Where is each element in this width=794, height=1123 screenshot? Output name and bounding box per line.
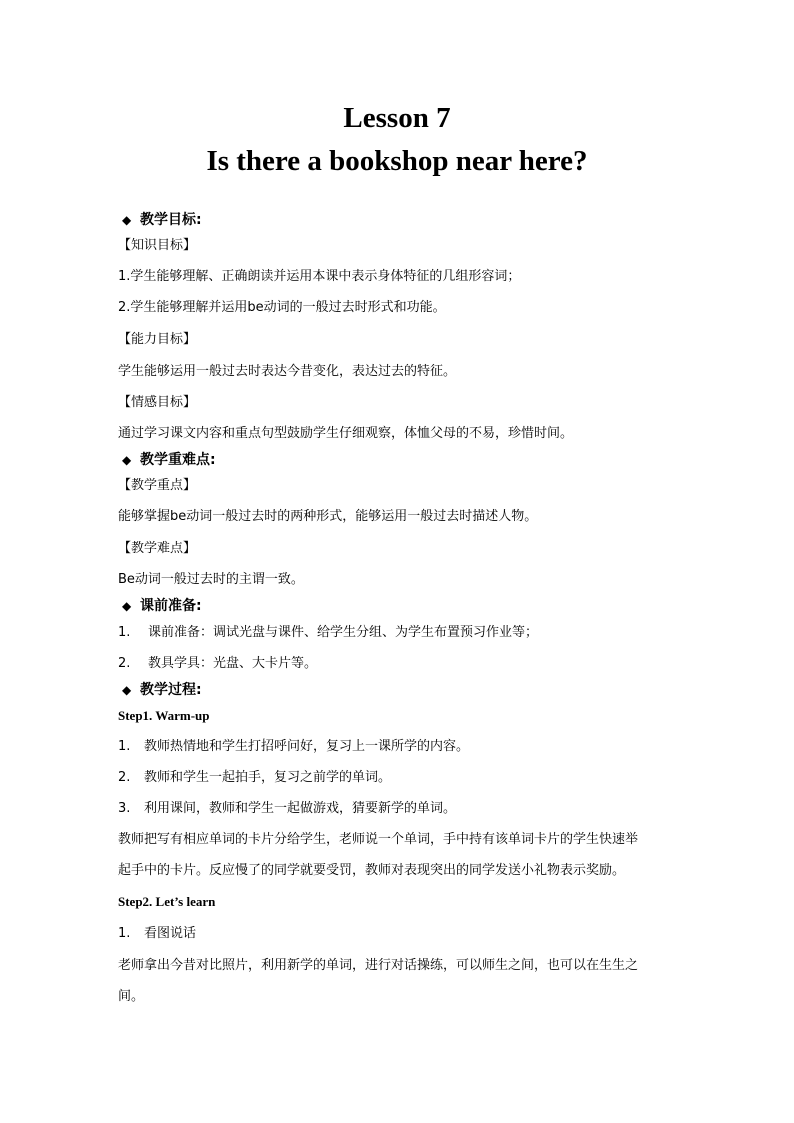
diamond-icon: ◆	[122, 453, 132, 467]
emotion-text: 通过学习课文内容和重点句型鼓励学生仔细观察，体恤父母的不易，珍惜时间。	[118, 426, 574, 441]
difficult-label: 【教学难点】	[118, 541, 197, 556]
paragraph-line: 教师把写有相应单词的卡片分给学生，老师说一个单词，手中持有该单词卡片的学生快速举	[118, 832, 639, 847]
list-item: 2. 教师和学生一起拍手，复习之前学的单词。	[118, 770, 392, 785]
difficult-text: Be动词一般过去时的主谓一致。	[118, 572, 304, 587]
paragraph-line: 间。	[118, 989, 145, 1004]
key-text: 能够掌握be动词一般过去时的两种形式，能够运用一般过去时描述人物。	[118, 509, 538, 524]
step1-title: Step1. Warm-up	[118, 708, 210, 723]
list-item: 1. 看图说话	[118, 926, 197, 941]
list-item: 1. 教师热情地和学生打招呼问好，复习上一课所学的内容。	[118, 739, 470, 754]
section-heading-key-points: ◆ 教学重难点:	[122, 452, 216, 468]
lesson-title: Lesson 7	[343, 102, 451, 134]
list-item: 3. 利用课间，教师和学生一起做游戏，猜要新学的单词。	[118, 801, 457, 816]
ability-text: 学生能够运用一般过去时表达今昔变化，表达过去的特征。	[118, 364, 457, 379]
knowledge-item: 1.学生能够理解、正确朗读并运用本课中表示身体特征的几组形容词；	[118, 269, 521, 284]
section-heading-preparation: ◆ 课前准备:	[122, 598, 202, 614]
diamond-icon: ◆	[122, 683, 132, 697]
list-item: 1. 课前准备：调试光盘与课件、给学生分组、为学生布置预习作业等；	[118, 625, 539, 640]
ability-label: 【能力目标】	[118, 332, 197, 347]
paragraph-line: 起手中的卡片。反应慢了的同学就要受罚，教师对表现突出的同学发送小礼物表示奖励。	[118, 863, 626, 878]
knowledge-label: 【知识目标】	[118, 238, 197, 253]
diamond-icon: ◆	[122, 599, 132, 613]
lesson-subtitle: Is there a bookshop near here?	[206, 145, 588, 177]
emotion-label: 【情感目标】	[118, 395, 197, 410]
diamond-icon: ◆	[122, 213, 132, 227]
key-label: 【教学重点】	[118, 478, 197, 493]
knowledge-item: 2.学生能够理解并运用be动词的一般过去时形式和功能。	[118, 300, 446, 315]
step2-title: Step2. Let’s learn	[118, 894, 216, 909]
paragraph-line: 老师拿出今昔对比照片，利用新学的单词，进行对话操练，可以师生之间，也可以在生生之	[118, 958, 639, 973]
section-heading-objectives: ◆ 教学目标:	[122, 212, 202, 228]
list-item: 2. 教具学具：光盘、大卡片等。	[118, 656, 318, 671]
section-heading-process: ◆ 教学过程:	[122, 682, 202, 698]
